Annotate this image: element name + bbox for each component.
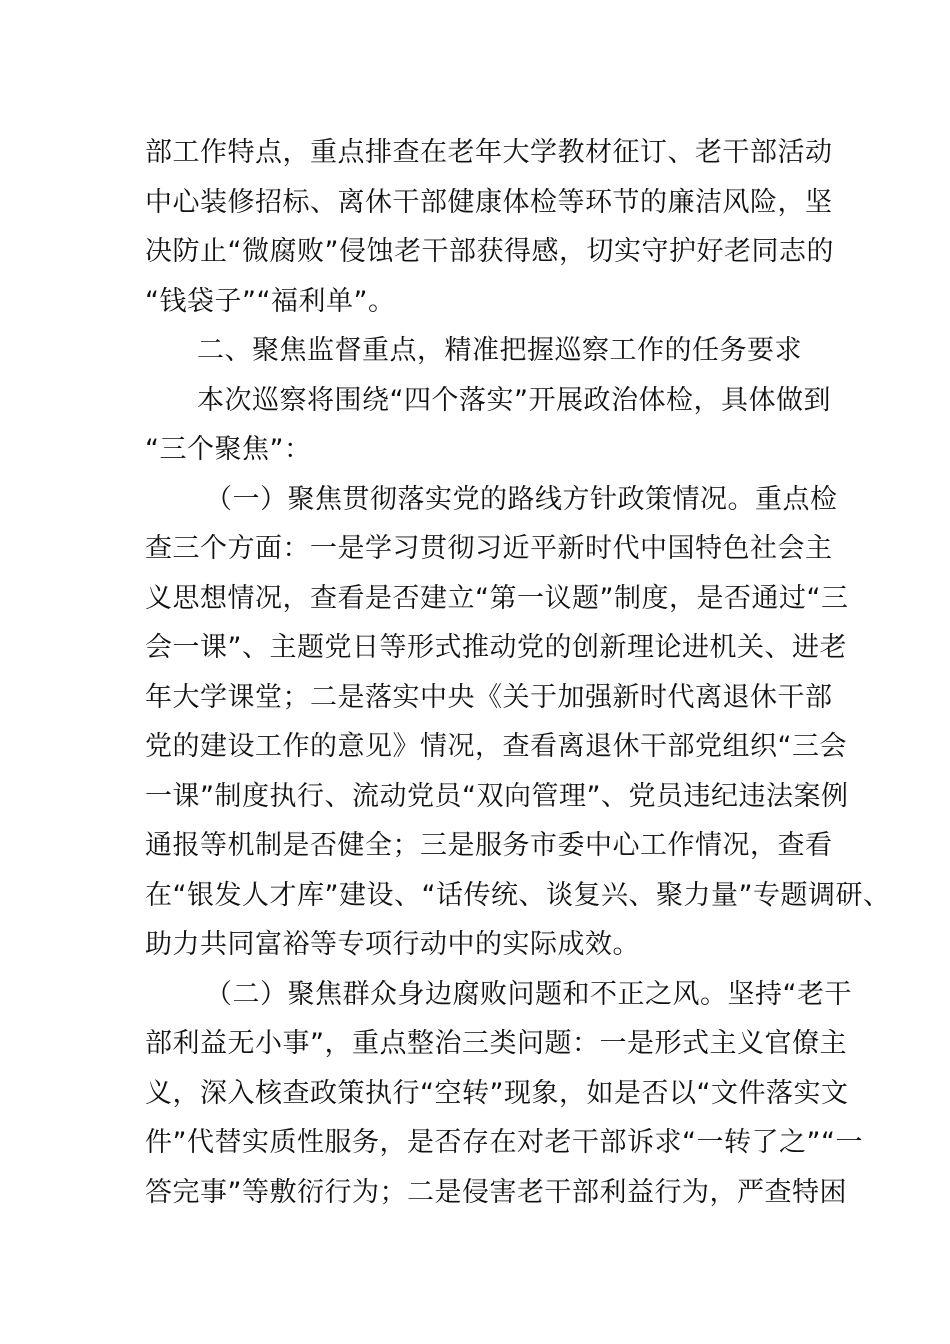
section-heading: 二、聚焦监督重点，精准把握巡察工作的任务要求 bbox=[197, 335, 802, 366]
subsection-heading: （一）聚焦贯彻落实党的路线方针政策情况。重点检 bbox=[205, 483, 838, 515]
text-line: “钱袋子”“福利单”。 bbox=[145, 285, 396, 317]
text-line: 本次巡察将围绕“四个落实”开展政治体检，具体做到 bbox=[197, 384, 831, 416]
text-line: 决防止“微腐败”侵蚀老干部获得感，切实守护好老同志的 bbox=[145, 236, 834, 267]
text-line: 中心装修招标、离休干部健康体检等环节的廉洁风险，坚 bbox=[145, 186, 833, 218]
subsection-heading: （二）聚焦群众身边腐败问题和不正之风。坚持“老干 bbox=[205, 978, 852, 1010]
text-line: 年大学课堂；二是落实中央《关于加强新时代离退休干部 bbox=[145, 681, 833, 713]
text-line: 查三个方面：一是学习贯彻习近平新时代中国特色社会主 bbox=[145, 533, 833, 564]
text-line: 义，深入核查政策执行“空转”现象，如是否以“文件落实文 bbox=[145, 1077, 849, 1109]
text-line: 助力共同富裕等专项行动中的实际成效。 bbox=[145, 929, 640, 960]
text-line: “三个聚焦”： bbox=[145, 434, 312, 465]
text-line: 通报等机制是否健全；三是服务市委中心工作情况，查看 bbox=[145, 830, 833, 861]
text-line: 在“银发人才库”建设、“话传统、谈复兴、聚力量”专题调研、 bbox=[145, 879, 891, 911]
text-line: 会一课”、主题党日等形式推动党的创新理论进机关、进老 bbox=[145, 632, 847, 663]
body-text bbox=[145, 128, 891, 1217]
text-line: 部利益无小事”，重点整治三类问题：一是形式主义官僚主 bbox=[145, 1028, 847, 1059]
text-line: 件”代替实质性服务，是否存在对老干部诉求“一转了之”“一 bbox=[145, 1127, 863, 1158]
text-line: 一课”制度执行、流动党员“双向管理”、党员违纪违法案例 bbox=[145, 780, 849, 812]
text-line: 党的建设工作的意见》情况，查看离退休干部党组织“三会 bbox=[145, 731, 847, 762]
text-line: 部工作特点，重点排查在老年大学教材征订、老干部活动 bbox=[145, 137, 833, 168]
text-line: 答完事”等敷衍行为；二是侵害老干部利益行为，严查特困 bbox=[145, 1176, 847, 1208]
text-line: 义思想情况，查看是否建立“第一议题”制度，是否通过“三 bbox=[145, 582, 849, 614]
